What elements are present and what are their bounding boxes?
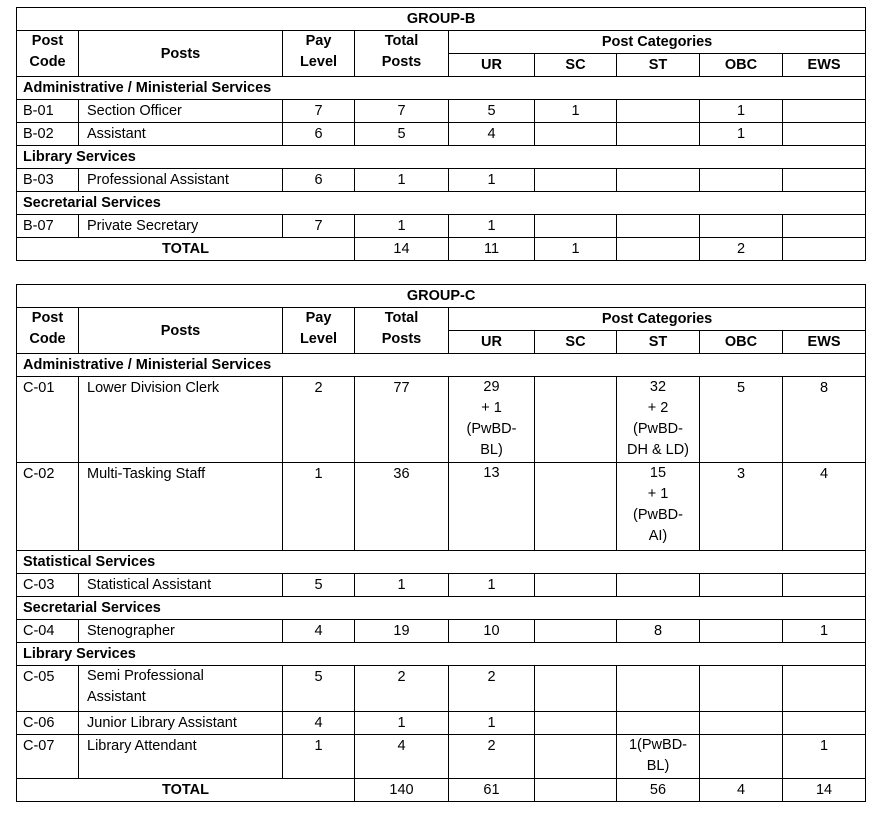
post-name: Lower Division Clerk — [79, 377, 283, 463]
header-ur: UR — [449, 331, 535, 354]
post-name: Statistical Assistant — [79, 574, 283, 597]
total-posts: 5 — [355, 123, 449, 146]
obc-count — [700, 712, 783, 735]
header-posts: Posts — [79, 308, 283, 354]
section-heading: Library Services — [17, 643, 866, 666]
total-posts: 1 — [355, 574, 449, 597]
section-heading: Library Services — [17, 146, 866, 169]
pay-level: 2 — [283, 377, 355, 463]
post-name: Private Secretary — [79, 215, 283, 238]
ews-count — [783, 712, 866, 735]
total-posts: 7 — [355, 100, 449, 123]
sc-count — [535, 779, 617, 802]
pay-level: 7 — [283, 215, 355, 238]
ews-count — [783, 574, 866, 597]
total-posts: 4 — [355, 735, 449, 779]
obc-count — [700, 735, 783, 779]
header-obc: OBC — [700, 331, 783, 354]
pay-level: 6 — [283, 169, 355, 192]
sc-count — [535, 377, 617, 463]
ur-count: 1 — [449, 169, 535, 192]
post-name: Section Officer — [79, 100, 283, 123]
total-posts: 140 — [355, 779, 449, 802]
header-pay-level: Pay Level — [283, 308, 355, 354]
ews-count — [783, 215, 866, 238]
st-count: 32 + 2 (PwBD- DH & LD) — [617, 377, 700, 463]
ur-count: 2 — [449, 735, 535, 779]
st-count: 8 — [617, 620, 700, 643]
st-count: 15 + 1 (PwBD- AI) — [617, 463, 700, 551]
st-count — [617, 712, 700, 735]
ur-count: 1 — [449, 215, 535, 238]
sc-count — [535, 169, 617, 192]
ews-count: 1 — [783, 620, 866, 643]
st-count — [617, 100, 700, 123]
header-pay-level: Pay Level — [283, 31, 355, 77]
sc-count — [535, 463, 617, 551]
post-name: Assistant — [79, 123, 283, 146]
section-heading: Secretarial Services — [17, 192, 866, 215]
post-name: Library Attendant — [79, 735, 283, 779]
table-row — [17, 377, 866, 463]
st-count — [617, 666, 700, 712]
section-heading: Secretarial Services — [17, 597, 866, 620]
total-posts: 1 — [355, 169, 449, 192]
post-code: C-05 — [17, 666, 79, 712]
table-row — [17, 215, 866, 238]
obc-count — [700, 215, 783, 238]
group-c-table — [16, 284, 866, 802]
ur-count: 1 — [449, 712, 535, 735]
table-row — [17, 735, 866, 779]
header-total-posts: Total Posts — [355, 31, 449, 77]
ur-count: 11 — [449, 238, 535, 261]
header-post-code: Post Code — [17, 31, 79, 77]
post-code: C-06 — [17, 712, 79, 735]
sc-count — [535, 666, 617, 712]
st-count — [617, 123, 700, 146]
header-ews: EWS — [783, 54, 866, 77]
st-count — [617, 215, 700, 238]
post-code: C-01 — [17, 377, 79, 463]
total-row — [17, 779, 866, 802]
obc-count: 4 — [700, 779, 783, 802]
total-posts: 77 — [355, 377, 449, 463]
total-label: TOTAL — [17, 238, 355, 261]
table-row — [17, 100, 866, 123]
st-count: 1(PwBD- BL) — [617, 735, 700, 779]
ur-count: 10 — [449, 620, 535, 643]
obc-count — [700, 620, 783, 643]
ews-count: 8 — [783, 377, 866, 463]
total-row — [17, 238, 866, 261]
header-st: ST — [617, 331, 700, 354]
total-posts: 1 — [355, 215, 449, 238]
post-name: Professional Assistant — [79, 169, 283, 192]
pay-level: 7 — [283, 100, 355, 123]
ews-count — [783, 169, 866, 192]
st-count: 56 — [617, 779, 700, 802]
section-heading: Administrative / Ministerial Services — [17, 354, 866, 377]
ur-count: 4 — [449, 123, 535, 146]
pay-level: 5 — [283, 574, 355, 597]
table-row — [17, 463, 866, 551]
post-code: B-03 — [17, 169, 79, 192]
total-posts: 19 — [355, 620, 449, 643]
st-count — [617, 238, 700, 261]
ur-count: 1 — [449, 574, 535, 597]
section-heading: Administrative / Ministerial Services — [17, 77, 866, 100]
group-b-title: GROUP-B — [17, 8, 866, 31]
ur-count: 13 — [449, 463, 535, 551]
header-post-categories: Post Categories — [449, 308, 866, 331]
post-code: B-02 — [17, 123, 79, 146]
total-posts: 14 — [355, 238, 449, 261]
obc-count — [700, 666, 783, 712]
table-row — [17, 712, 866, 735]
table-row — [17, 666, 866, 712]
ews-count — [783, 100, 866, 123]
header-total-posts: Total Posts — [355, 308, 449, 354]
header-st: ST — [617, 54, 700, 77]
obc-count: 1 — [700, 100, 783, 123]
group-b-table — [16, 7, 866, 261]
post-code: B-01 — [17, 100, 79, 123]
sc-count — [535, 712, 617, 735]
ews-count — [783, 123, 866, 146]
post-code: C-03 — [17, 574, 79, 597]
ur-count: 2 — [449, 666, 535, 712]
obc-count: 5 — [700, 377, 783, 463]
sc-count — [535, 620, 617, 643]
post-name: Multi-Tasking Staff — [79, 463, 283, 551]
ews-count — [783, 666, 866, 712]
table-row — [17, 574, 866, 597]
post-name: Semi Professional Assistant — [79, 666, 283, 712]
ur-count: 29 + 1 (PwBD- BL) — [449, 377, 535, 463]
pay-level: 6 — [283, 123, 355, 146]
total-posts: 36 — [355, 463, 449, 551]
header-posts: Posts — [79, 31, 283, 77]
ews-count: 14 — [783, 779, 866, 802]
post-name: Stenographer — [79, 620, 283, 643]
total-posts: 1 — [355, 712, 449, 735]
header-post-categories: Post Categories — [449, 31, 866, 54]
post-code: C-04 — [17, 620, 79, 643]
header-sc: SC — [535, 54, 617, 77]
sc-count: 1 — [535, 100, 617, 123]
sc-count — [535, 215, 617, 238]
pay-level: 4 — [283, 620, 355, 643]
obc-count — [700, 169, 783, 192]
ews-count: 1 — [783, 735, 866, 779]
table-row — [17, 169, 866, 192]
pay-level: 1 — [283, 463, 355, 551]
obc-count — [700, 574, 783, 597]
ur-count: 61 — [449, 779, 535, 802]
table-row — [17, 620, 866, 643]
pay-level: 1 — [283, 735, 355, 779]
pay-level: 4 — [283, 712, 355, 735]
header-ur: UR — [449, 54, 535, 77]
table-row — [17, 123, 866, 146]
post-code: C-07 — [17, 735, 79, 779]
obc-count: 2 — [700, 238, 783, 261]
header-obc: OBC — [700, 54, 783, 77]
ews-count: 4 — [783, 463, 866, 551]
post-name: Junior Library Assistant — [79, 712, 283, 735]
total-posts: 2 — [355, 666, 449, 712]
header-ews: EWS — [783, 331, 866, 354]
header-post-code: Post Code — [17, 308, 79, 354]
post-code: B-07 — [17, 215, 79, 238]
post-code: C-02 — [17, 463, 79, 551]
sc-count — [535, 123, 617, 146]
obc-count: 1 — [700, 123, 783, 146]
sc-count — [535, 735, 617, 779]
group-c-title: GROUP-C — [17, 285, 866, 308]
sc-count: 1 — [535, 238, 617, 261]
ur-count: 5 — [449, 100, 535, 123]
sc-count — [535, 574, 617, 597]
pay-level: 5 — [283, 666, 355, 712]
header-sc: SC — [535, 331, 617, 354]
total-label: TOTAL — [17, 779, 355, 802]
obc-count: 3 — [700, 463, 783, 551]
ews-count — [783, 238, 866, 261]
st-count — [617, 574, 700, 597]
st-count — [617, 169, 700, 192]
section-heading: Statistical Services — [17, 551, 866, 574]
